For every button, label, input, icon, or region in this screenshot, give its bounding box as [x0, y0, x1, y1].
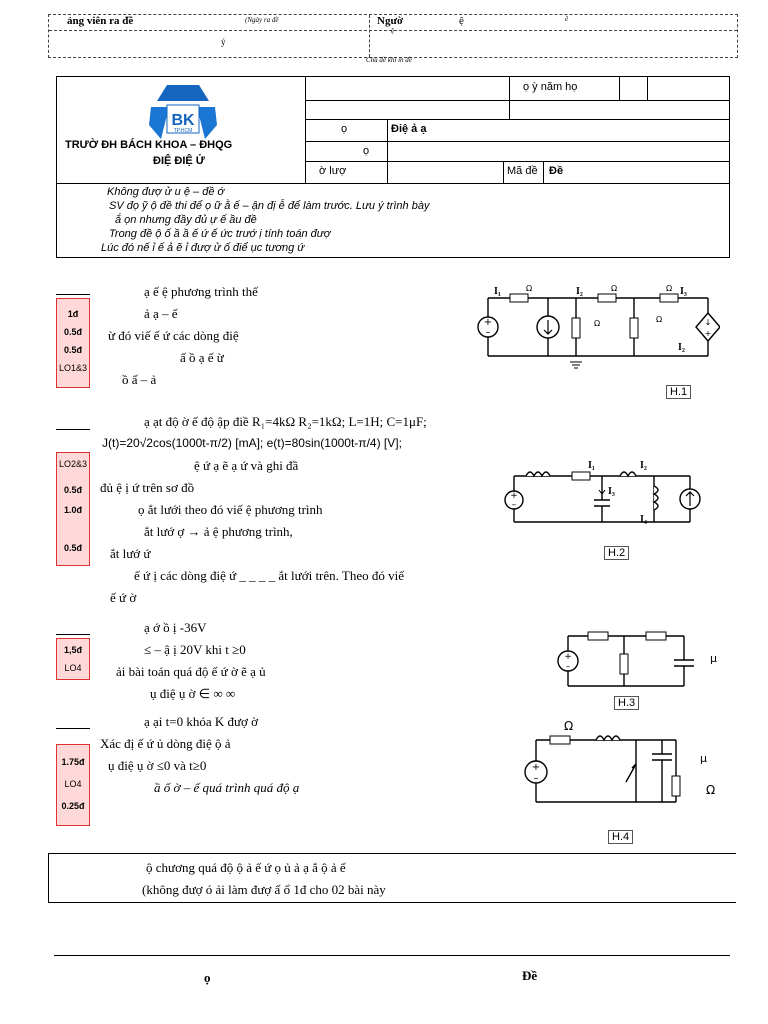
bottom-line: ộ chương quá độ ộ ả ế ứ ọ ủ ả ạ ắ ộ ả ế [146, 860, 346, 875]
header-vdivider [647, 77, 648, 100]
mark: 1.0đ [63, 505, 82, 515]
circuit-h3 [548, 624, 728, 694]
header-vdivider [503, 161, 504, 183]
q2-line: đủ ệ ị ứ trên sơ đồ [100, 480, 195, 495]
h1-i2b: I₂ [678, 342, 685, 353]
svg-text:+: + [510, 491, 518, 501]
q1-rule [56, 294, 90, 295]
svg-text:–: – [565, 662, 571, 672]
h2-i4: I₄ [640, 514, 647, 525]
fig-label-h3: H.3 [614, 696, 639, 710]
q4-rule [56, 728, 90, 729]
right-label: Ngườ [377, 15, 404, 27]
header-vdivider [305, 77, 306, 183]
q2-line: ế ứ ờ [110, 590, 137, 605]
school-line2: ĐIỆ ĐIỆ Ử [153, 155, 205, 167]
logo-sub: TP.HCM [173, 128, 193, 134]
note-line: Lúc đó nế ỉ ế ả ẽ ỉ đượ ử ố điể ục tương ứ [101, 242, 305, 254]
right-sig: ệ [391, 27, 395, 35]
h1-ohm: Ω [594, 319, 601, 328]
bottom-rule-left [48, 853, 49, 902]
top-note: Chú đề khi in đề [366, 56, 412, 64]
header-row-line [305, 141, 729, 142]
course-label: ọ [341, 123, 348, 135]
footer-left: ọ [204, 970, 211, 985]
exam-notes [101, 185, 430, 255]
logo-text: BK [171, 112, 195, 129]
svg-text:+: + [531, 762, 541, 773]
right-mid: ệ [459, 15, 464, 27]
left-label: ảng viên ra đề [67, 15, 134, 27]
q1-line: ừ đó viế ế ứ các dòng điệ [108, 328, 239, 343]
school-line1: TRƯỜ ĐH BÁCH KHOA – ĐHQG [65, 139, 233, 151]
q1-marks [56, 298, 90, 388]
q2-line: ắt lướ ứ [110, 546, 151, 561]
q3-rule [56, 634, 90, 635]
right-date: ề [565, 15, 569, 23]
h2-i1: I₁ [588, 460, 595, 471]
q2-line: ạ ạt độ ờ ế độ ập điề R₁=4kΩ R₂=1kΩ; L=1H; C=1μF; [144, 414, 427, 429]
circuit-h4 [514, 716, 724, 808]
h2-i3: I₃ [608, 486, 615, 497]
svg-text:–: – [533, 773, 539, 784]
q4-line: ụ điệ ụ ờ ≤0 và t≥0 [108, 758, 207, 773]
h2-i2: I₂ [640, 460, 647, 471]
bottom-line: (không đượ ó ải làm đượ ấ ổ 1đ cho 02 bài này [142, 882, 386, 897]
svg-text:–: – [485, 327, 491, 338]
mark: 1.75đ [61, 757, 85, 767]
q4-line: Xác đị ế ứ ủ dòng điệ ộ ả [100, 736, 231, 751]
mark: LO2&3 [58, 459, 88, 469]
h1-i1: I₁ [494, 286, 501, 297]
exam-de-label: Đề [549, 165, 564, 177]
fig-label-h1: H.1 [666, 385, 691, 399]
h3-mu: μ [710, 652, 717, 665]
header-vdivider [619, 77, 620, 100]
note-line: ắ ọn nhưng đầy đủ ự ế ầu đề [115, 214, 257, 226]
circuit-h1 [470, 280, 720, 374]
top-instructor-box [48, 14, 738, 58]
q3-line: ải bài toán quá độ ế ứ ờ ẽ ạ ủ [116, 664, 266, 679]
left-date: (Ngày ra đề [245, 16, 279, 24]
fig-label-h4: H.4 [608, 830, 633, 844]
semester-label: ọ ỳ năm họ [523, 81, 578, 93]
q2-line: ắt lướ ợ → ả ệ phương trình, [144, 524, 293, 539]
exam-header [56, 76, 730, 258]
h1-i3: I₃ [680, 286, 687, 297]
footer-right: Đề [522, 968, 538, 983]
q2-line: ế ứ ị các dòng điệ ứ _ _ _ _ ắt lưới trên. Theo đó viế [134, 568, 405, 583]
header-vdivider [509, 77, 510, 119]
note-line: SV đọ ỹ ộ đề thi để ọ ữ ằ ế – ận đị ễ để làm trước. Lưu ý trình bày [109, 200, 430, 212]
q1-line: ạ ế ệ phương trình thế [144, 284, 258, 299]
h1-i2: I₂ [576, 286, 583, 297]
bottom-rule-top [48, 853, 736, 854]
mark: 1đ [67, 309, 79, 319]
left-sig: ý [221, 37, 226, 47]
mark: 0.25đ [61, 801, 85, 811]
q2-line: ệ ứ ạ ẽ ạ ứ và ghi đầ [194, 458, 299, 473]
mark: LO4 [64, 779, 82, 789]
header-row-line [305, 119, 729, 120]
q4-line: ạ ại t=0 khóa K đượ ờ [144, 714, 259, 729]
mark: 0.5đ [63, 327, 82, 337]
course-value: Điệ ả ạ [391, 123, 427, 135]
q3-marks [56, 638, 90, 680]
h1-ohm: Ω [656, 315, 663, 324]
header-vdivider [387, 119, 388, 183]
header-row-line [305, 100, 729, 101]
header-row-line [57, 183, 729, 184]
university-logo [147, 81, 219, 145]
svg-text:+: + [564, 652, 572, 662]
header-row-line [305, 161, 729, 162]
header-vdivider [543, 161, 544, 183]
mark: 0.5đ [63, 543, 82, 553]
mark: LO4 [64, 663, 82, 673]
h4-ohm: Ω [564, 719, 574, 733]
mark: 0.5đ [63, 485, 82, 495]
fig-label-h2: H.2 [604, 546, 629, 560]
q1-line: ồ ấ – ả [122, 372, 157, 387]
q2-line: J(t)=20√2cos(1000t-π/2) [mA]; e(t)=80sin(1000t-π/4) [V]; [102, 436, 402, 450]
mark: 1,5đ [63, 645, 82, 655]
q2-marks [56, 452, 90, 566]
h4-ohm: Ω [706, 783, 716, 797]
svg-text:+: + [483, 317, 493, 328]
mark: 0.5đ [63, 345, 82, 355]
q3-line: ạ ớ ồ ị -36V [144, 620, 207, 635]
h4-mu: μ [700, 752, 707, 765]
h1-ohm: Ω [666, 284, 673, 293]
q1-line: ả ạ – ế [144, 306, 178, 321]
code-label: ọ [363, 145, 370, 157]
h1-ohm: Ω [611, 284, 618, 293]
circuit-h2 [500, 456, 720, 536]
q4-line: ầ ố ờ – ế quá trình quá độ ạ [154, 780, 300, 795]
exam-code-label: Mã đề [507, 165, 538, 177]
q2-rule [56, 429, 90, 430]
footer-rule [54, 955, 730, 956]
top-divider [369, 15, 370, 57]
duration-label: ờ lượ [319, 165, 347, 177]
svg-text:↓: ↓ [704, 318, 712, 327]
q3-line: ụ điệ ụ ờ ∈ ∞ ∞ [150, 686, 236, 701]
q3-line: ≤ – ậ ị 20V khi t ≥0 [144, 642, 246, 657]
bottom-rule-end [48, 902, 736, 903]
q1-line: ấ ồ ạ ế ừ [180, 350, 224, 365]
note-line: Trong đề ộ ố ầ ầ ế ứ ế ức trướ ị tính toán đượ [109, 228, 331, 240]
svg-text:+: + [704, 329, 712, 338]
svg-text:–: – [511, 500, 517, 510]
q4-marks [56, 744, 90, 826]
h1-ohm: Ω [526, 284, 533, 293]
q2-line: ọ ắt lưới theo đó viế ệ phương trình [138, 502, 323, 517]
mark: LO1&3 [58, 363, 88, 373]
note-line: Không đượ ử u ệ – đề ớ [107, 186, 225, 198]
